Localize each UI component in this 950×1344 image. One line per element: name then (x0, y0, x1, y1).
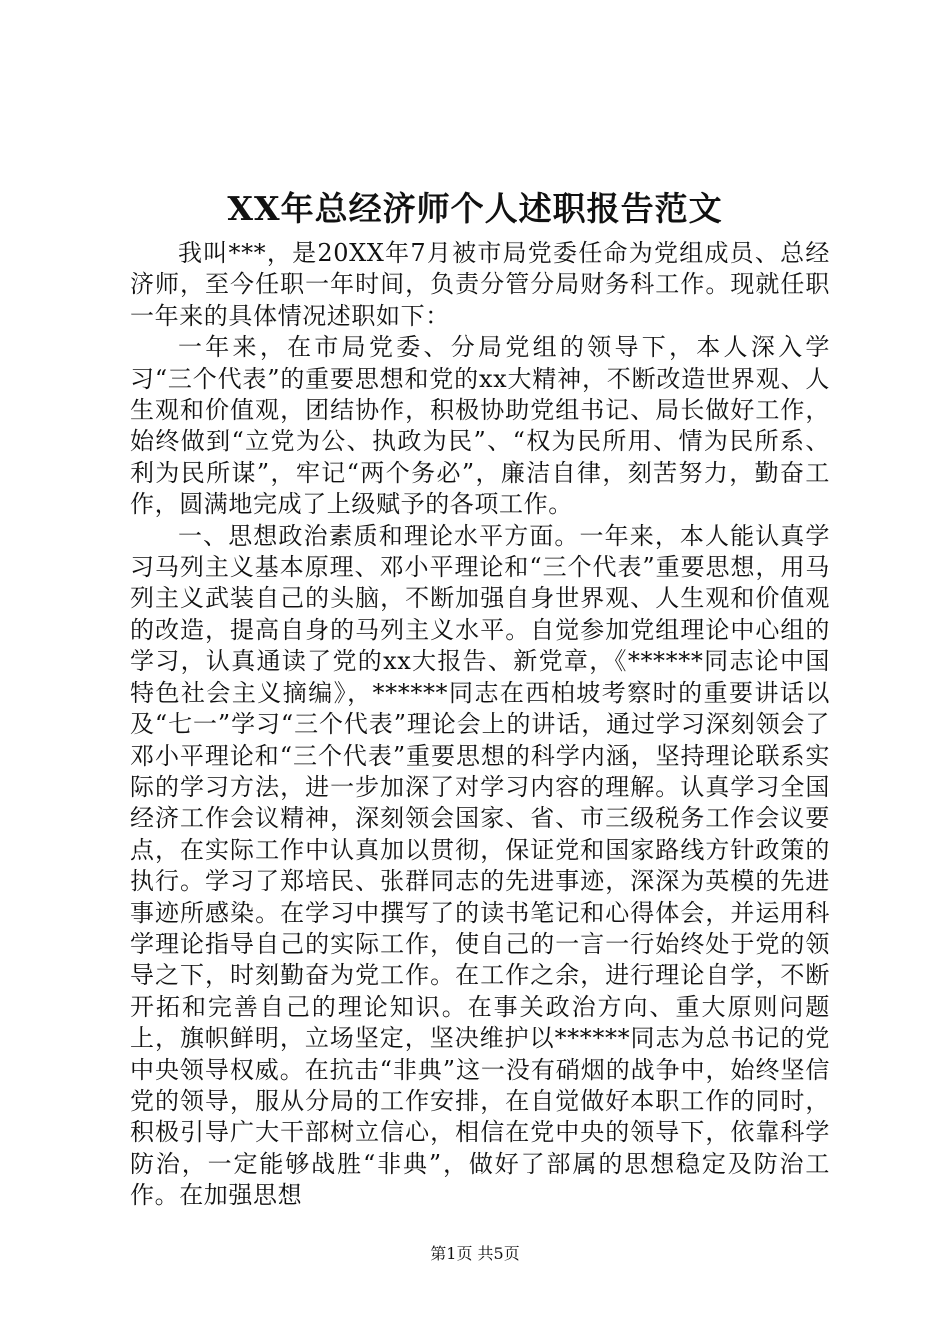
paragraph-intro: 我叫***，是20XX年7月被市局党委任命为党组成员、总经济师，至今任职一年时间，负责分管分局财务科工作。现就任职一年来的具体情况述职如下： (130, 239, 830, 330)
document-body (130, 238, 830, 1212)
page-footer: 第1页 共5页 (430, 1244, 520, 1263)
paragraph-section-one: 一、思想政治素质和理论水平方面。一年来，本人能认真学习马列主义基本原理、邓小平理论和“三个代表”重要思想，用马列主义武装自己的头脑，不断加强自身世界观、人生观和价值观的改造，提高自身的马列主义水平。自觉参加党组理论中心组的学习，认真通读了党的xx大报告、新党章，《******同志论中国特色社会主义摘编》，******同志在西柏坡考察时的重要讲话以及“七一”学习“三个代表”理论会上的讲话，通过学习深刻领会了邓小平理论和“三个代表”重要思想的科学内涵，坚持理论联系实际的学习方法，进一步加深了对学习内容的理解。认真学习全国经济工作会议精神，深刻领会国家、省、市三级税务工作会议要点，在实际工作中认真加以贯彻，保证党和国家路线方针政策的执行。学习了郑培民、张群同志的先进事迹，深深为英模的先进事迹所感染。在学习中撰写了的读书笔记和心得体会，并运用科学理论指导自己的实际工作，使自己的一言一行始终处于党的领导之下，时刻勤奋为党工作。在工作之余，进行理论自学，不断开拓和完善自己的理论知识。在事关政治方向、重大原则问题上，旗帜鲜明，立场坚定，坚决维护以******同志为总书记的党中央领导权威。在抗击“非典”这一没有硝烟的战争中，始终坚信党的领导，服从分局的工作安排，在自觉做好本职工作的同时，积极引导广大干部树立信心，相信在党中央的领导下，依靠科学防治，一定能够战胜“非典”，做好了部属的思想稳定及防治工作。在加强思想 (130, 521, 830, 1210)
document-title: XX年总经济师个人述职报告范文 (227, 189, 723, 228)
paragraph-overview: 一年来，在市局党委、分局党组的领导下，本人深入学习“三个代表”的重要思想和党的xx大精神，不断改造世界观、人生观和价值观，团结协作，积极协助党组书记、局长做好工作，始终做到“立党为公、执政为民”、“权为民所用、情为民所系、利为民所谋”，牢记“两个务必”，廉洁自律，刻苦努力，勤奋工作，圆满地完成了上级赋予的各项工作。 (130, 333, 830, 519)
